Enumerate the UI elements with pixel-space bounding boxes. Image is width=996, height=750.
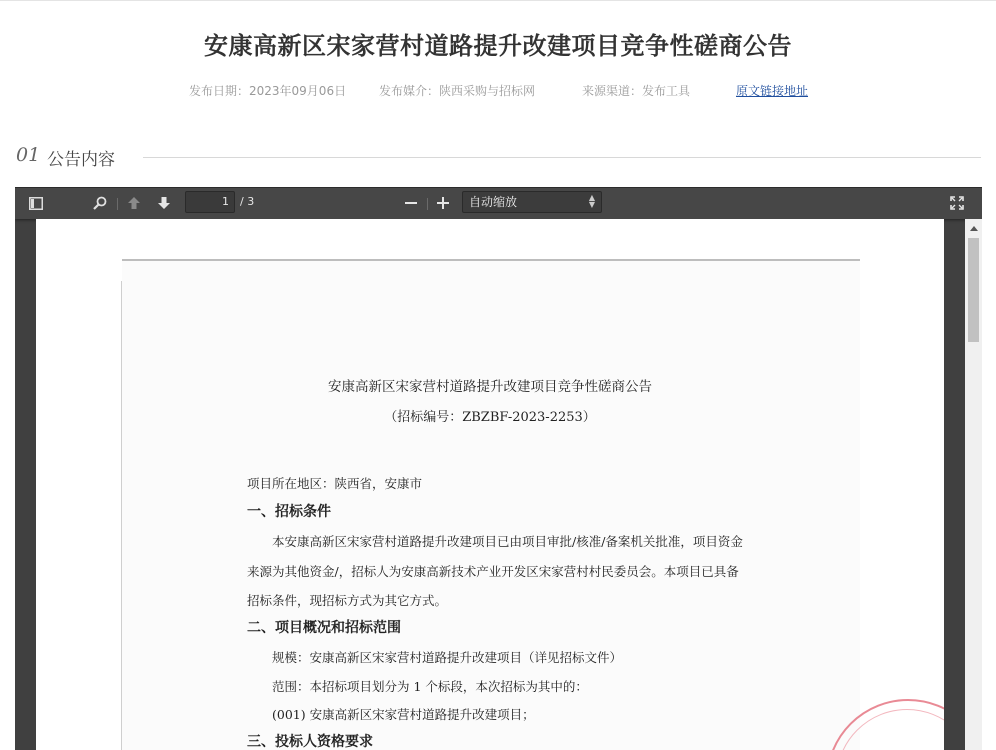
fullscreen-icon[interactable] — [947, 191, 967, 215]
source-channel: 来源渠道：发布工具 — [582, 84, 691, 98]
page-number-input[interactable]: 1 — [185, 191, 235, 213]
doc-scope: 范围：本招标项目划分为 1 个标段，本次招标为其中的： — [272, 679, 588, 694]
section-title: 公告内容 — [47, 150, 115, 170]
publish-media: 发布媒介：陕西采购与招标网 — [379, 84, 536, 98]
page-count: / 3 — [240, 195, 255, 208]
pdf-toolbar — [15, 187, 982, 219]
doc-heading-3: 三、投标人资格要求 — [247, 734, 373, 750]
doc-lot: (001) 安康高新区宋家营村道路提升改建项目； — [272, 707, 535, 722]
doc-title: 安康高新区宋家营村道路提升改建项目竞争性磋商公告 — [328, 379, 652, 395]
doc-scale: 规模：安康高新区宋家营村道路提升改建项目（详见招标文件） — [272, 650, 623, 665]
toolbar-separator — [427, 198, 428, 210]
zoom-select[interactable] — [462, 191, 602, 213]
scan-edge — [121, 281, 122, 750]
select-arrows-icon: ▲ ▼ — [588, 193, 595, 209]
top-divider — [0, 0, 996, 1]
doc-code: （招标编号：ZBZBF-2023-2253） — [384, 410, 596, 425]
scrollbar[interactable] — [965, 219, 982, 750]
zoom-out-icon[interactable] — [401, 191, 421, 215]
doc-heading-1: 一、招标条件 — [247, 504, 331, 520]
scroll-up-icon[interactable] — [965, 221, 982, 235]
sidebar-toggle-icon[interactable] — [25, 191, 47, 215]
doc-paragraph-line: 本安康高新区宋家营村道路提升改建项目已由项目审批/核准/备案机关批准，项目资金 — [272, 534, 743, 549]
section-number: 01 — [16, 144, 41, 166]
original-link[interactable]: 原文链接地址 — [736, 84, 809, 98]
doc-heading-2: 二、项目概况和招标范围 — [247, 620, 401, 636]
pdf-viewer — [15, 187, 982, 750]
section-divider — [143, 157, 981, 158]
publish-date: 发布日期：2023年09月06日 — [189, 84, 347, 98]
search-icon[interactable] — [89, 191, 111, 215]
doc-paragraph-line: 来源为其他资金/，招标人为安康高新技术产业开发区宋家营村村民委员会。本项目已具备 — [247, 564, 739, 579]
zoom-in-icon[interactable] — [433, 191, 453, 215]
previous-page-icon[interactable] — [123, 191, 145, 215]
toolbar-separator — [117, 198, 118, 210]
scroll-thumb[interactable] — [968, 238, 979, 342]
next-page-icon[interactable] — [153, 191, 175, 215]
doc-location: 项目所在地区：陕西省，安康市 — [247, 476, 423, 491]
zoom-select-value: 自动缩放 — [469, 195, 518, 209]
page-title: 安康高新区宋家营村道路提升改建项目竞争性磋商公告 — [204, 32, 792, 60]
pdf-page — [36, 219, 944, 750]
doc-paragraph-line: 招标条件，现招标方式为其它方式。 — [247, 593, 448, 608]
